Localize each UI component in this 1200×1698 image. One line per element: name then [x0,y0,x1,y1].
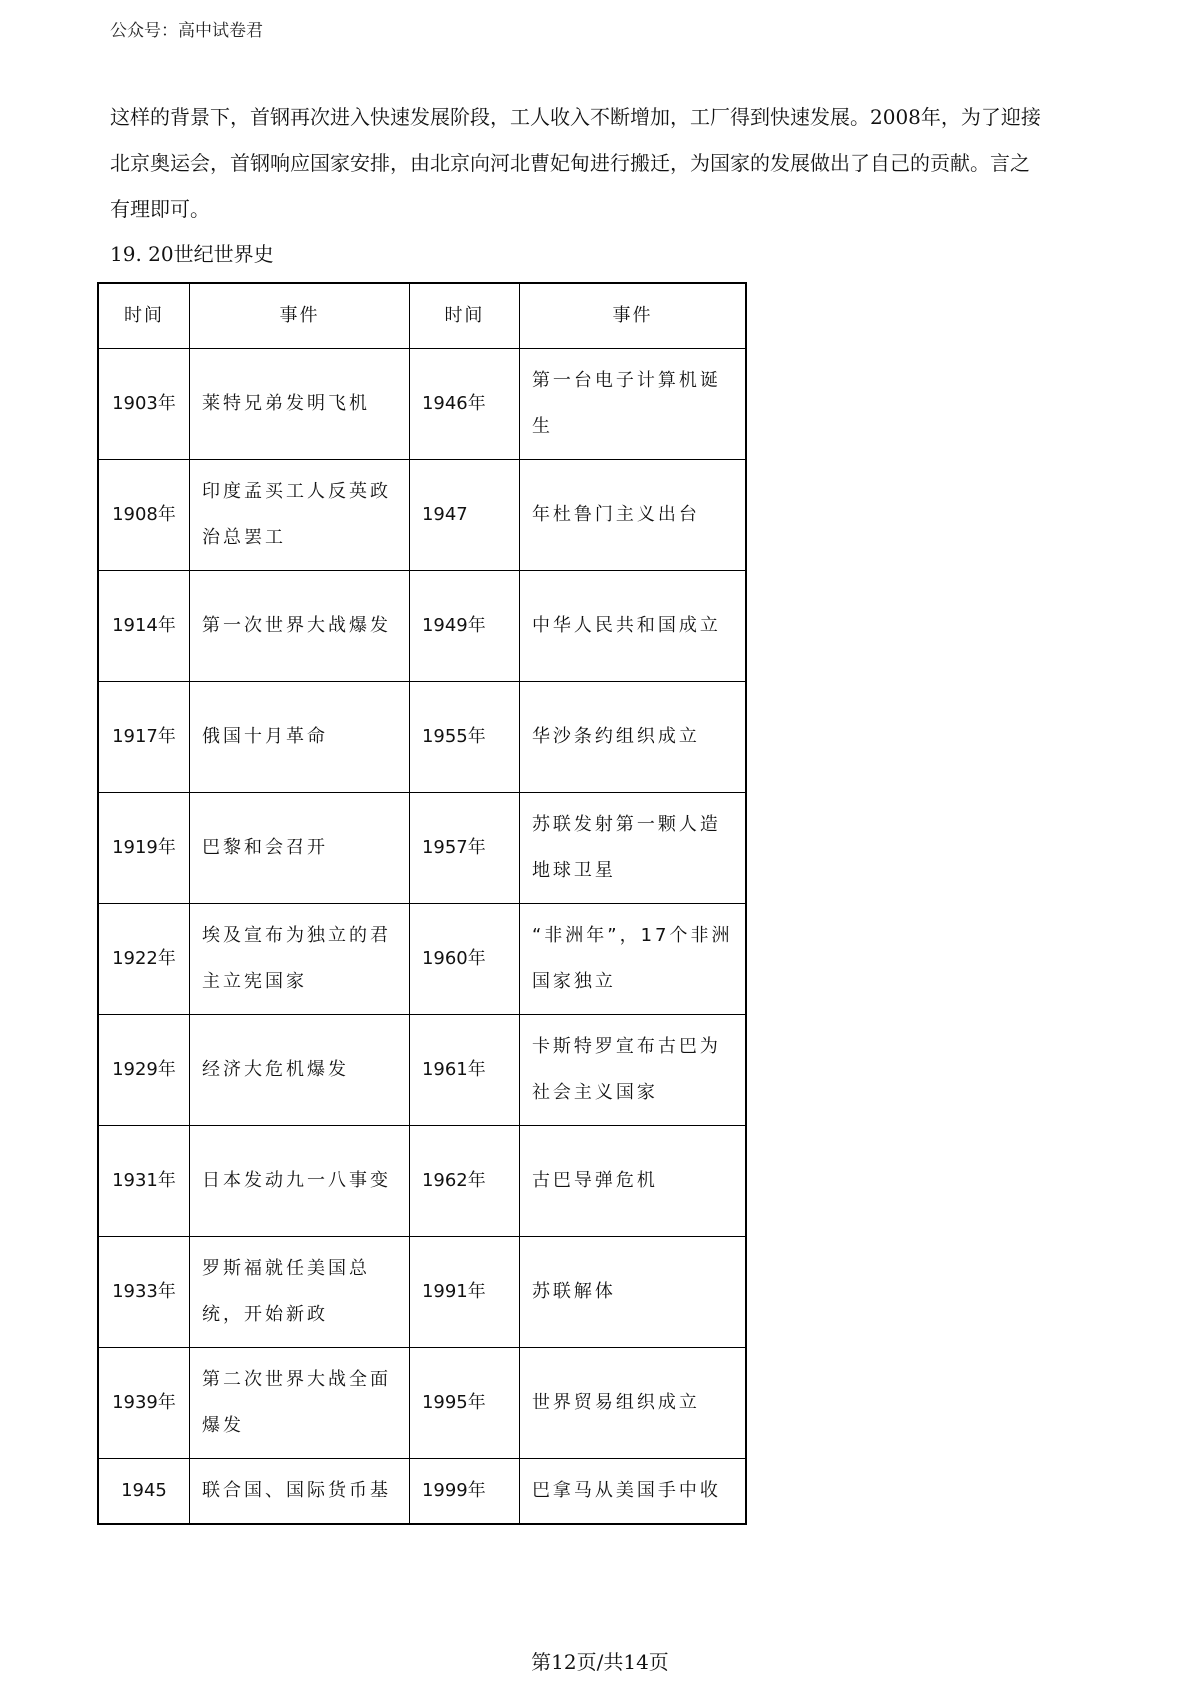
event-left-cell: 第一次世界大战爆发 [189,571,409,682]
header-time: 时间 [409,283,519,349]
year-left-cell: 1929年 [98,1015,189,1126]
table-header-row [98,283,746,349]
event-left-cell: 埃及宣布为独立的君主立宪国家 [189,904,409,1015]
year-right-cell: 1999年 [409,1459,519,1525]
event-right-cell: 卡斯特罗宣布古巴为社会主义国家 [519,1015,746,1126]
year-left-cell: 1903年 [98,349,189,460]
event-right-cell: 巴拿马从美国手中收 [519,1459,746,1525]
table-row [98,349,746,460]
year-right-cell: 1991年 [409,1237,519,1348]
table-row [98,460,746,571]
page-footer: 第12页/共14页 [531,1650,669,1674]
event-right-cell: 第一台电子计算机诞生 [519,349,746,460]
year-left-cell: 1933年 [98,1237,189,1348]
answer-paragraph [110,94,1100,232]
table-row [98,1126,746,1237]
table-row [98,904,746,1015]
history-events-table [97,282,747,1525]
event-right-cell: 华沙条约组织成立 [519,682,746,793]
table-row [98,1348,746,1459]
event-left-cell: 日本发动九一八事变 [189,1126,409,1237]
event-left-cell: 第二次世界大战全面爆发 [189,1348,409,1459]
table-row [98,682,746,793]
paragraph-line: 这样的背景下，首钢再次进入快速发展阶段，工人收入不断增加，工厂得到快速发展。2008年，为了迎接 [110,105,1041,129]
year-right-cell: 1947 [409,460,519,571]
page-header-source: 公众号：高中试卷君 [110,21,263,41]
paragraph-line: 有理即可。 [110,197,210,221]
year-left-cell: 1919年 [98,793,189,904]
event-right-cell: “非洲年”，17个非洲国家独立 [519,904,746,1015]
event-left-cell: 联合国、国际货币基 [189,1459,409,1525]
table-row [98,1015,746,1126]
table-row [98,571,746,682]
year-right-cell: 1955年 [409,682,519,793]
event-right-cell: 苏联解体 [519,1237,746,1348]
paragraph-line: 北京奥运会，首钢响应国家安排，由北京向河北曹妃甸进行搬迁，为国家的发展做出了自己的贡献。言之 [110,151,1030,175]
year-left-cell: 1922年 [98,904,189,1015]
event-left-cell: 巴黎和会召开 [189,793,409,904]
year-left-cell: 1914年 [98,571,189,682]
year-right-cell: 1961年 [409,1015,519,1126]
table-row [98,1459,746,1525]
event-right-cell: 古巴导弹危机 [519,1126,746,1237]
year-right-cell: 1946年 [409,349,519,460]
year-right-cell: 1949年 [409,571,519,682]
header-time: 时间 [98,283,189,349]
event-left-cell: 经济大危机爆发 [189,1015,409,1126]
year-right-cell: 1960年 [409,904,519,1015]
year-left-cell: 1931年 [98,1126,189,1237]
table-row [98,793,746,904]
year-left-cell: 1945 [98,1459,189,1525]
year-left-cell: 1908年 [98,460,189,571]
header-event: 事件 [519,283,746,349]
year-right-cell: 1957年 [409,793,519,904]
year-left-cell: 1917年 [98,682,189,793]
event-left-cell: 印度孟买工人反英政治总罢工 [189,460,409,571]
event-right-cell: 苏联发射第一颗人造地球卫星 [519,793,746,904]
table-row [98,1237,746,1348]
year-right-cell: 1995年 [409,1348,519,1459]
event-right-cell: 世界贸易组织成立 [519,1348,746,1459]
event-right-cell: 中华人民共和国成立 [519,571,746,682]
event-left-cell: 莱特兄弟发明飞机 [189,349,409,460]
year-right-cell: 1962年 [409,1126,519,1237]
event-right-cell: 年杜鲁门主义出台 [519,460,746,571]
event-left-cell: 俄国十月革命 [189,682,409,793]
year-left-cell: 1939年 [98,1348,189,1459]
question-title: 19. 20世纪世界史 [110,242,274,266]
event-left-cell: 罗斯福就任美国总统，开始新政 [189,1237,409,1348]
header-event: 事件 [189,283,409,349]
